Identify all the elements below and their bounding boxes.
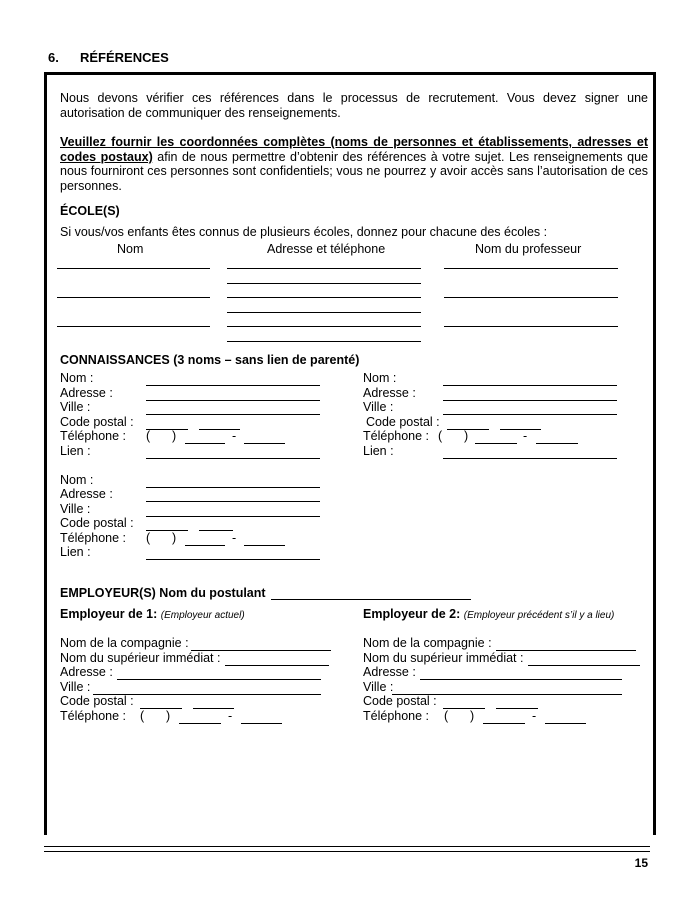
acquaintances-title: CONNAISSANCES (3 noms – sans lien de parenté) xyxy=(60,353,360,367)
link-label: Lien : xyxy=(60,444,91,458)
address-label: Adresse : xyxy=(60,386,113,400)
employer-1-note: (Employeur actuel) xyxy=(160,610,245,621)
address-label: Adresse : xyxy=(363,665,416,679)
school-address-field[interactable] xyxy=(227,312,421,313)
supervisor-field[interactable] xyxy=(528,665,640,666)
phone-dash: - xyxy=(228,709,233,723)
city-label: Ville : xyxy=(363,400,394,414)
section-title: RÉFÉRENCES xyxy=(80,50,169,65)
phone-field-1[interactable] xyxy=(483,723,525,724)
schools-note: Si vous/vos enfants êtes connus de plusieurs écoles, donnez pour chacune des écoles : xyxy=(60,225,548,239)
phone-field-2[interactable] xyxy=(244,443,285,444)
phone-dash: - xyxy=(232,531,237,545)
school-address-field[interactable] xyxy=(227,326,421,327)
postal-label: Code postal : xyxy=(366,415,440,429)
phone-field-1[interactable] xyxy=(475,443,517,444)
company-label: Nom de la compagnie : xyxy=(60,636,189,650)
phone-close-paren: ) xyxy=(470,709,475,723)
link-label: Lien : xyxy=(363,444,394,458)
address-field[interactable] xyxy=(146,400,320,401)
school-address-field[interactable] xyxy=(227,268,421,269)
phone-open-paren: ( xyxy=(444,709,449,723)
phone-field-1[interactable] xyxy=(185,545,225,546)
phone-open-paren: ( xyxy=(146,429,151,443)
page-number: 15 xyxy=(634,856,648,870)
link-field[interactable] xyxy=(443,458,617,459)
phone-field-1[interactable] xyxy=(179,723,221,724)
phone-label: Téléphone : xyxy=(363,709,430,723)
city-field[interactable] xyxy=(146,414,320,415)
phone-open-paren: ( xyxy=(146,531,151,545)
phone-field-2[interactable] xyxy=(244,545,285,546)
city-field[interactable] xyxy=(146,516,320,517)
school-name-field[interactable] xyxy=(57,326,210,327)
school-address-field[interactable] xyxy=(227,283,421,284)
postal-label: Code postal : xyxy=(363,694,437,708)
postal-label: Code postal : xyxy=(60,415,134,429)
school-name-field[interactable] xyxy=(57,297,210,298)
phone-close-paren: ) xyxy=(172,531,177,545)
company-label: Nom de la compagnie : xyxy=(363,636,492,650)
name-field[interactable] xyxy=(146,487,320,488)
name-label: Nom : xyxy=(60,473,94,487)
employer-2-note: (Employeur précédent s’il y a lieu) xyxy=(463,610,615,621)
employer-1-title: Employeur de 1: xyxy=(60,607,158,621)
postal-field-1[interactable] xyxy=(443,708,485,709)
address-label: Adresse : xyxy=(363,386,416,400)
school-address-field[interactable] xyxy=(227,341,421,342)
address-field[interactable] xyxy=(146,501,320,502)
phone-label: Téléphone : xyxy=(60,429,127,443)
phone-close-paren: ) xyxy=(172,429,177,443)
phone-field-2[interactable] xyxy=(536,443,578,444)
footer-rule-top xyxy=(44,846,650,847)
name-field[interactable] xyxy=(443,385,617,386)
school-address-field[interactable] xyxy=(227,297,421,298)
phone-field-2[interactable] xyxy=(241,723,282,724)
employers-title: EMPLOYEUR(S) Nom du postulant xyxy=(60,586,266,600)
address-label: Adresse : xyxy=(60,665,113,679)
phone-dash: - xyxy=(232,429,237,443)
postal-field-1[interactable] xyxy=(146,429,188,430)
section-number: 6. xyxy=(48,50,59,65)
postal-field-1[interactable] xyxy=(146,530,188,531)
city-label: Ville : xyxy=(60,400,91,414)
postal-label: Code postal : xyxy=(60,694,134,708)
school-teacher-field[interactable] xyxy=(444,297,618,298)
name-label: Nom : xyxy=(60,371,94,385)
supervisor-field[interactable] xyxy=(225,665,329,666)
name-label: Nom : xyxy=(363,371,397,385)
address-field[interactable] xyxy=(117,679,321,680)
schools-col-teacher: Nom du professeur xyxy=(475,242,582,256)
phone-field-1[interactable] xyxy=(185,443,225,444)
school-name-field[interactable] xyxy=(57,268,210,269)
supervisor-label: Nom du supérieur immédiat : xyxy=(363,651,524,665)
school-teacher-field[interactable] xyxy=(444,326,618,327)
postal-field-2[interactable] xyxy=(500,429,541,430)
intro-paragraph: Nous devons vérifier ces références dans le processus de recrutement. Vous devez signer une autorisation de communiquer des renseignements. xyxy=(60,91,648,120)
applicant-name-field[interactable] xyxy=(271,599,471,600)
city-label: Ville : xyxy=(60,502,91,516)
phone-open-paren: ( xyxy=(438,429,443,443)
phone-close-paren: ) xyxy=(464,429,469,443)
schools-title: ÉCOLE(S) xyxy=(60,204,120,218)
name-field[interactable] xyxy=(146,385,320,386)
city-label: Ville : xyxy=(60,680,91,694)
postal-field-2[interactable] xyxy=(199,530,233,531)
phone-label: Téléphone : xyxy=(363,429,430,443)
phone-label: Téléphone : xyxy=(60,709,127,723)
employer-2-title: Employeur de 2: xyxy=(363,607,461,621)
address-field[interactable] xyxy=(420,679,622,680)
phone-open-paren: ( xyxy=(140,709,145,723)
postal-label: Code postal : xyxy=(60,516,134,530)
phone-close-paren: ) xyxy=(166,709,171,723)
school-teacher-field[interactable] xyxy=(444,268,618,269)
supervisor-label: Nom du supérieur immédiat : xyxy=(60,651,221,665)
employer-2-heading xyxy=(363,607,614,621)
schools-col-name: Nom xyxy=(117,242,144,256)
address-field[interactable] xyxy=(443,400,617,401)
phone-dash: - xyxy=(523,429,528,443)
schools-col-address: Adresse et téléphone xyxy=(267,242,386,256)
phone-field-2[interactable] xyxy=(545,723,586,724)
footer-rule-bottom xyxy=(44,851,650,852)
link-field[interactable] xyxy=(146,458,320,459)
link-field[interactable] xyxy=(146,559,320,560)
phone-label: Téléphone : xyxy=(60,531,127,545)
postal-field-1[interactable] xyxy=(140,708,182,709)
city-field[interactable] xyxy=(443,414,617,415)
phone-dash: - xyxy=(532,709,537,723)
address-label: Adresse : xyxy=(60,487,113,501)
employer-1-heading xyxy=(60,607,245,621)
instruction-paragraph xyxy=(60,135,648,193)
instruction-emphasis: Veuillez fournir les coordonnées complètes (noms de personnes et établissements, adresses et codes postaux) xyxy=(60,135,648,164)
city-label: Ville : xyxy=(363,680,394,694)
link-label: Lien : xyxy=(60,545,91,559)
instruction-rest: afin de nous permettre d’obtenir des références à votre sujet. Les renseignements que nous fourniront ces personnes sont confidentiels; vous ne pourrez y avoir accès sans l’autorisation de ces personnes. xyxy=(60,149,649,193)
